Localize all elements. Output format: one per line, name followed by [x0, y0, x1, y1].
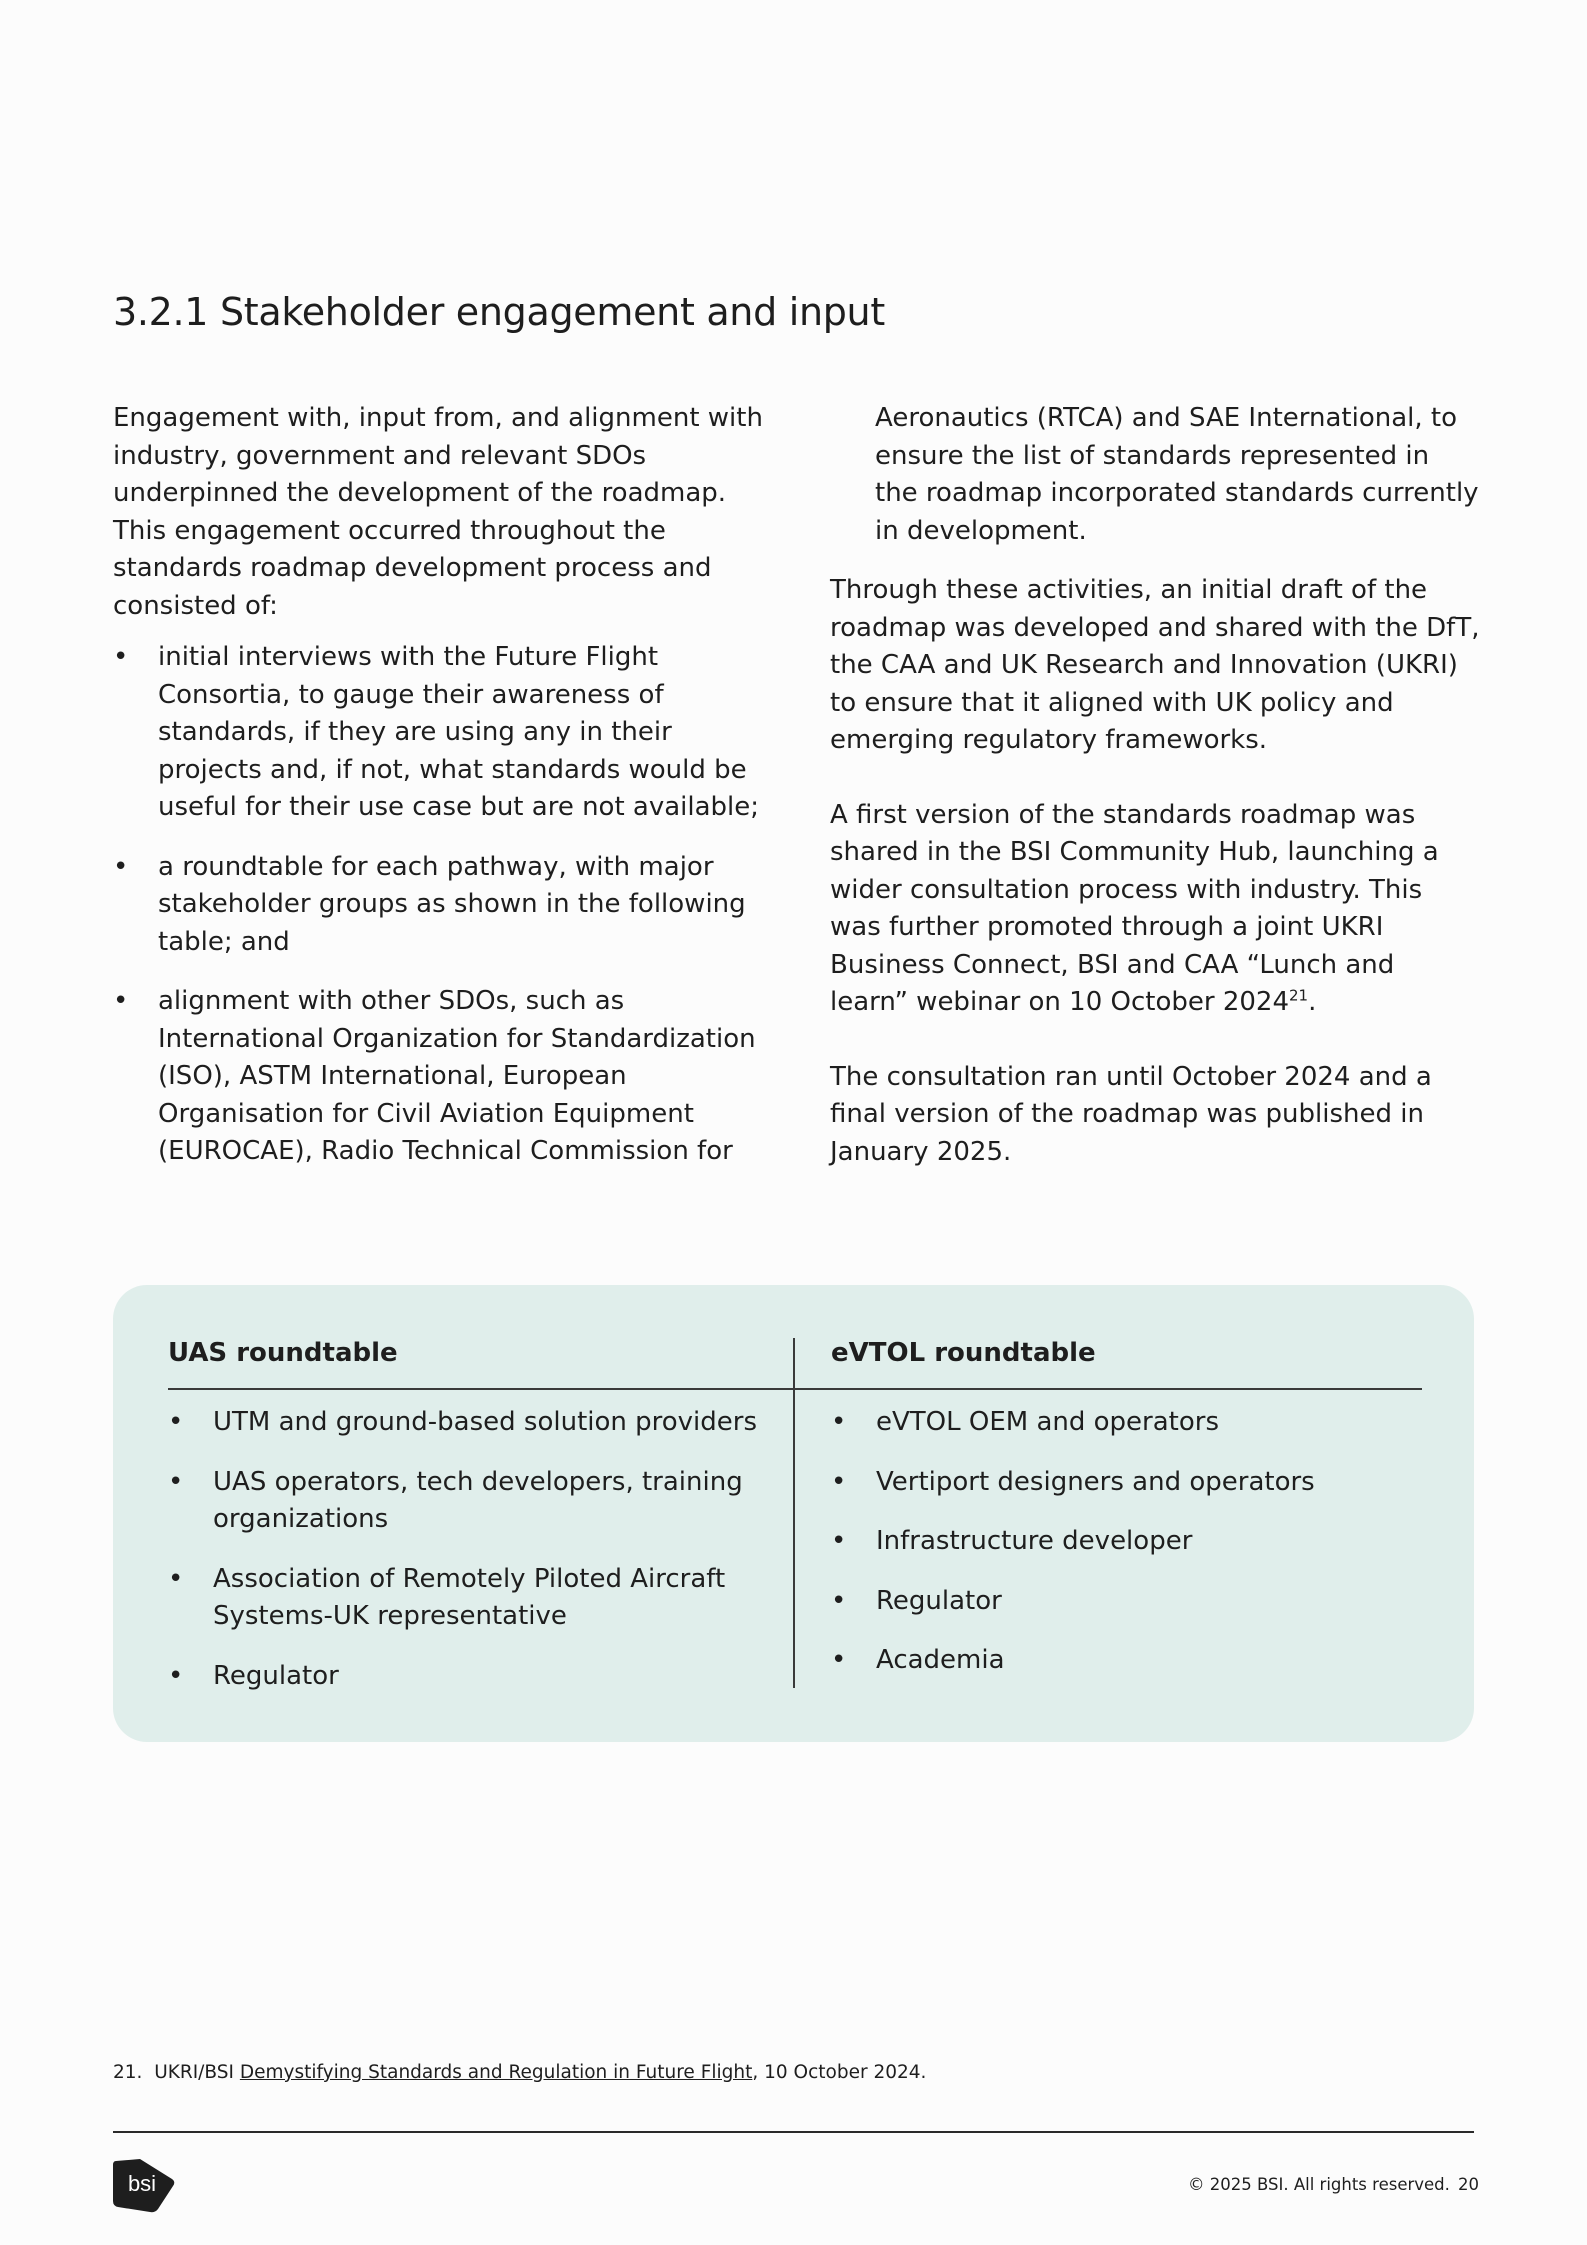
logo-text: bsi: [127, 2171, 157, 2196]
evtol-roundtable-title: eVTOL roundtable: [831, 1338, 1096, 1368]
list-item-text: Regulator: [876, 1585, 1002, 1616]
bullet-icon: •: [113, 851, 129, 882]
list-item-text: UTM and ground-based solution providers: [213, 1407, 758, 1437]
list-item: [831, 1523, 1418, 1561]
list-item-text: Vertiport designers and operators: [876, 1466, 1315, 1497]
list-item: [113, 983, 763, 1171]
section-heading: 3.2.1 Stakeholder engagement and input: [113, 290, 885, 334]
list-item: [113, 639, 763, 827]
intro-paragraph: Engagement with, input from, and alignment with industry, government and relevant SDOs underpinned the development of the roadmap. This engagement occurred throughout the standards roadmap development process and consisted of:: [113, 403, 763, 621]
list-item: [168, 1464, 793, 1539]
list-item-text: alignment with other SDOs, such as International Organization for Standardization (ISO), ASTM International, European Organisation for Civil Aviation Equipment (EUROCAE), Radio Technical Commission for: [158, 986, 756, 1166]
footnote-link[interactable]: Demystifying Standards and Regulation in Future Flight: [239, 2062, 753, 2083]
right-column: [830, 400, 1480, 1171]
table-column-divider: [793, 1338, 795, 1688]
bullet-icon: •: [831, 1466, 847, 1497]
engagement-list: [113, 639, 763, 1171]
footnote: [113, 2062, 926, 2083]
list-item-text: a roundtable for each pathway, with major stakeholder groups as shown in the following table; and: [158, 851, 746, 957]
list-item: [831, 1404, 1418, 1442]
page-number: 20: [1458, 2175, 1479, 2194]
list-item-text: UAS operators, tech developers, training organizations: [213, 1466, 743, 1534]
consultation-paragraph: [830, 797, 1480, 1022]
bullet-icon: •: [168, 1407, 184, 1437]
list-item: [113, 849, 763, 962]
bullet-icon: •: [168, 1466, 184, 1497]
bullet-icon: •: [168, 1563, 184, 1594]
bullet-continuation: Aeronautics (RTCA) and SAE International, to ensure the list of standards represented in the roadmap incorporated standards currently in development.: [875, 403, 1479, 546]
table-header-divider: [168, 1388, 1422, 1390]
copyright: © 2025 BSI. All rights reserved.: [1188, 2175, 1450, 2194]
uas-roundtable-title: UAS roundtable: [168, 1338, 398, 1368]
bullet-icon: •: [113, 986, 129, 1016]
list-item: [168, 1658, 793, 1696]
left-column: [113, 400, 763, 1193]
bullet-icon: •: [831, 1407, 847, 1437]
uas-column: [168, 1335, 793, 1717]
list-item-text: initial interviews with the Future Flight Consortia, to gauge their awareness of standards, if they are using any in their projects and, if not, what standards would be useful for their use case but are not available;: [158, 642, 760, 822]
bullet-icon: •: [831, 1585, 847, 1616]
list-item-text: Infrastructure developer: [876, 1526, 1193, 1556]
list-item-text: Academia: [876, 1645, 1005, 1675]
period: .: [1308, 987, 1317, 1017]
list-item-text: eVTOL OEM and operators: [876, 1407, 1220, 1437]
footnote-suffix: , 10 October 2024.: [752, 2062, 927, 2083]
list-item: [831, 1642, 1418, 1680]
footnote-number: 21.: [113, 2062, 143, 2083]
footer-divider: [113, 2131, 1474, 2133]
list-item: [168, 1561, 793, 1636]
bullet-icon: •: [831, 1645, 847, 1675]
drafting-paragraph: Through these activities, an initial draft of the roadmap was developed and shared with the DfT, the CAA and UK Research and Innovation (UKRI) to ensure that it aligned with UK policy and emerging regulatory frameworks.: [830, 575, 1480, 755]
bsi-logo-icon: [110, 2155, 178, 2215]
list-item: [168, 1404, 793, 1442]
uas-list: [168, 1404, 793, 1695]
list-item: [831, 1464, 1418, 1502]
bullet-icon: •: [831, 1526, 847, 1556]
publication-paragraph: The consultation ran until October 2024 and a final version of the roadmap was published in January 2025.: [830, 1061, 1432, 1167]
list-item-text: Association of Remotely Piloted Aircraft Systems-UK representative: [213, 1563, 726, 1631]
list-item: [831, 1583, 1418, 1621]
bullet-icon: •: [113, 642, 129, 672]
footnote-prefix: UKRI/BSI: [154, 2062, 234, 2083]
consultation-text: A first version of the standards roadmap was shared in the BSI Community Hub, launching a wider consultation process with industry. This was further promoted through a joint UKRI Business Connect, BSI and CAA “Lunch and learn” webinar on 10 October 2024: [830, 799, 1439, 1017]
bullet-icon: •: [168, 1660, 184, 1691]
list-item-text: Regulator: [213, 1660, 339, 1691]
evtol-list: [831, 1404, 1418, 1680]
footnote-ref[interactable]: 21: [1289, 986, 1309, 1005]
